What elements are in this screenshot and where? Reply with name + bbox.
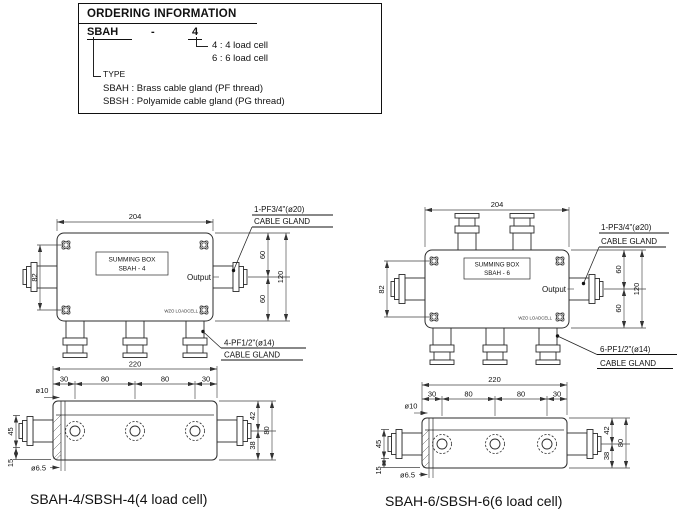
dim-text: 80 [160,374,170,384]
gland-size-label: 6-PF1/2"(ø14) [600,345,651,354]
plate-line1: SUMMING BOX [474,261,520,269]
input-cable-gland [536,328,560,365]
dim-text: 45 [6,427,15,436]
sbah4-bottom-view [6,360,276,473]
output-label: Output [541,285,566,294]
dim-text: 15 [6,458,15,468]
dim-text: 80 [464,389,473,399]
sbah4-top-view [23,205,333,360]
output-cable-gland-side [19,417,53,446]
dim-text: 204 [490,200,504,209]
dim-text: ø6.5 [31,463,47,473]
dim-base-220 [422,375,567,415]
cable-gland-label: CABLE GLAND [224,350,281,360]
sbah6-top-view [377,200,677,369]
leader-dot [232,269,235,272]
cable-gland-label: CABLE GLAND [601,237,658,246]
dim-text: 30 [427,389,437,399]
brand-text: WZO LOADCELL [518,315,552,321]
sbah6-bottom-view [374,375,630,480]
ordering-information-box [78,3,382,114]
label-input-gland [556,334,677,368]
dim-text: 30 [59,374,69,384]
dim-hole-top [36,386,60,398]
dim-text: 60 [258,294,267,304]
dim-text: 204 [128,212,142,221]
input-cable-gland [483,328,507,365]
output-label: Output [186,273,211,282]
title-underline [79,23,257,24]
label-input-gland [201,330,306,360]
model-digit: 4 [188,26,202,40]
dim-text: 45 [374,439,383,449]
dim-top-width-204 [425,200,569,247]
gland-size-label: 4-PF1/2"(ø14) [224,338,275,348]
dim-text: 60 [614,265,623,274]
dim-text: 60 [258,250,267,260]
option-4-load-cell: 4 : 4 load cell [212,40,268,51]
base-body [422,418,567,468]
dim-text: 38 [602,451,611,461]
plate-line1: SUMMING BOX [108,256,156,264]
dim-hole-top [405,402,428,414]
caption-sbah4: SBAH-4/SBSH-4(4 load cell) [30,491,208,507]
ordering-title: ORDERING INFORMATION [87,8,237,20]
type-label: TYPE [103,69,126,79]
option-connector-line [196,37,208,47]
cable-gland-side [217,417,251,446]
dim-text: 80 [616,438,625,448]
dim-text: 120 [632,282,641,296]
plate-line2: SBAH - 4 [118,265,146,273]
type-desc-sbsh: SBSH : Polyamide cable gland (PG thread) [103,96,285,107]
plate-line2: SBAH - 6 [484,270,510,277]
cable-gland-label: CABLE GLAND [254,217,311,226]
model-code: SBAH [87,26,132,40]
type-desc-sbah: SBAH : Brass cable gland (PF thread) [103,83,263,94]
input-cable-gland [123,321,147,358]
dim-text: 80 [262,426,271,435]
dim-text: 30 [552,389,562,399]
diagram-sbah6 [374,200,677,509]
cable-gland-label: CABLE GLAND [600,359,657,368]
output-cable-gland-side [388,430,422,459]
dim-text: 220 [488,375,501,384]
dim-text: 60 [614,304,623,313]
input-cable-gland [391,275,425,304]
label-output-gland [232,205,333,272]
type-connector-line [93,37,101,77]
input-cable-gland [510,214,534,251]
dim-hole-bottom [400,468,433,480]
dim-text: 80 [516,389,526,399]
dim-text: 38 [248,441,257,450]
leader-dot [582,282,585,285]
name-plate [96,252,168,275]
dim-text: ø10 [35,386,49,395]
brand-text: WZO LOADCELL [164,308,198,314]
dim-text: 220 [128,359,142,369]
input-cable-gland [455,214,479,251]
option-6-load-cell: 6 : 6 load cell [212,53,268,64]
dim-text: 82 [377,285,386,294]
model-dash: - [151,26,155,38]
dim-text: 80 [100,374,110,384]
dim-text: 120 [276,270,285,284]
diagram-sbah4 [6,205,333,507]
gland-size-label: 1-PF3/4"(ø20) [254,205,305,214]
gland-size-label: 1-PF3/4"(ø20) [601,223,652,232]
dim-text: 42 [602,426,611,435]
base-body [53,401,217,460]
name-plate [464,258,530,279]
dim-text: 30 [201,374,211,384]
input-cable-gland [430,328,454,365]
dim-segments [53,375,217,400]
input-cable-gland [183,321,207,358]
dim-top-width-204 [57,212,213,231]
dim-hole-bottom [31,460,65,473]
dim-text: 42 [248,411,257,421]
dim-text: 15 [374,466,383,475]
dim-text: 82 [30,273,39,282]
input-cable-gland [63,321,87,358]
dim-text: ø10 [404,401,418,411]
cable-gland-side [567,430,601,459]
caption-sbah6: SBAH-6/SBSH-6(6 load cell) [385,493,563,509]
output-cable-gland [569,275,603,304]
dim-text: ø6.5 [400,470,416,480]
dim-segments [422,390,567,417]
